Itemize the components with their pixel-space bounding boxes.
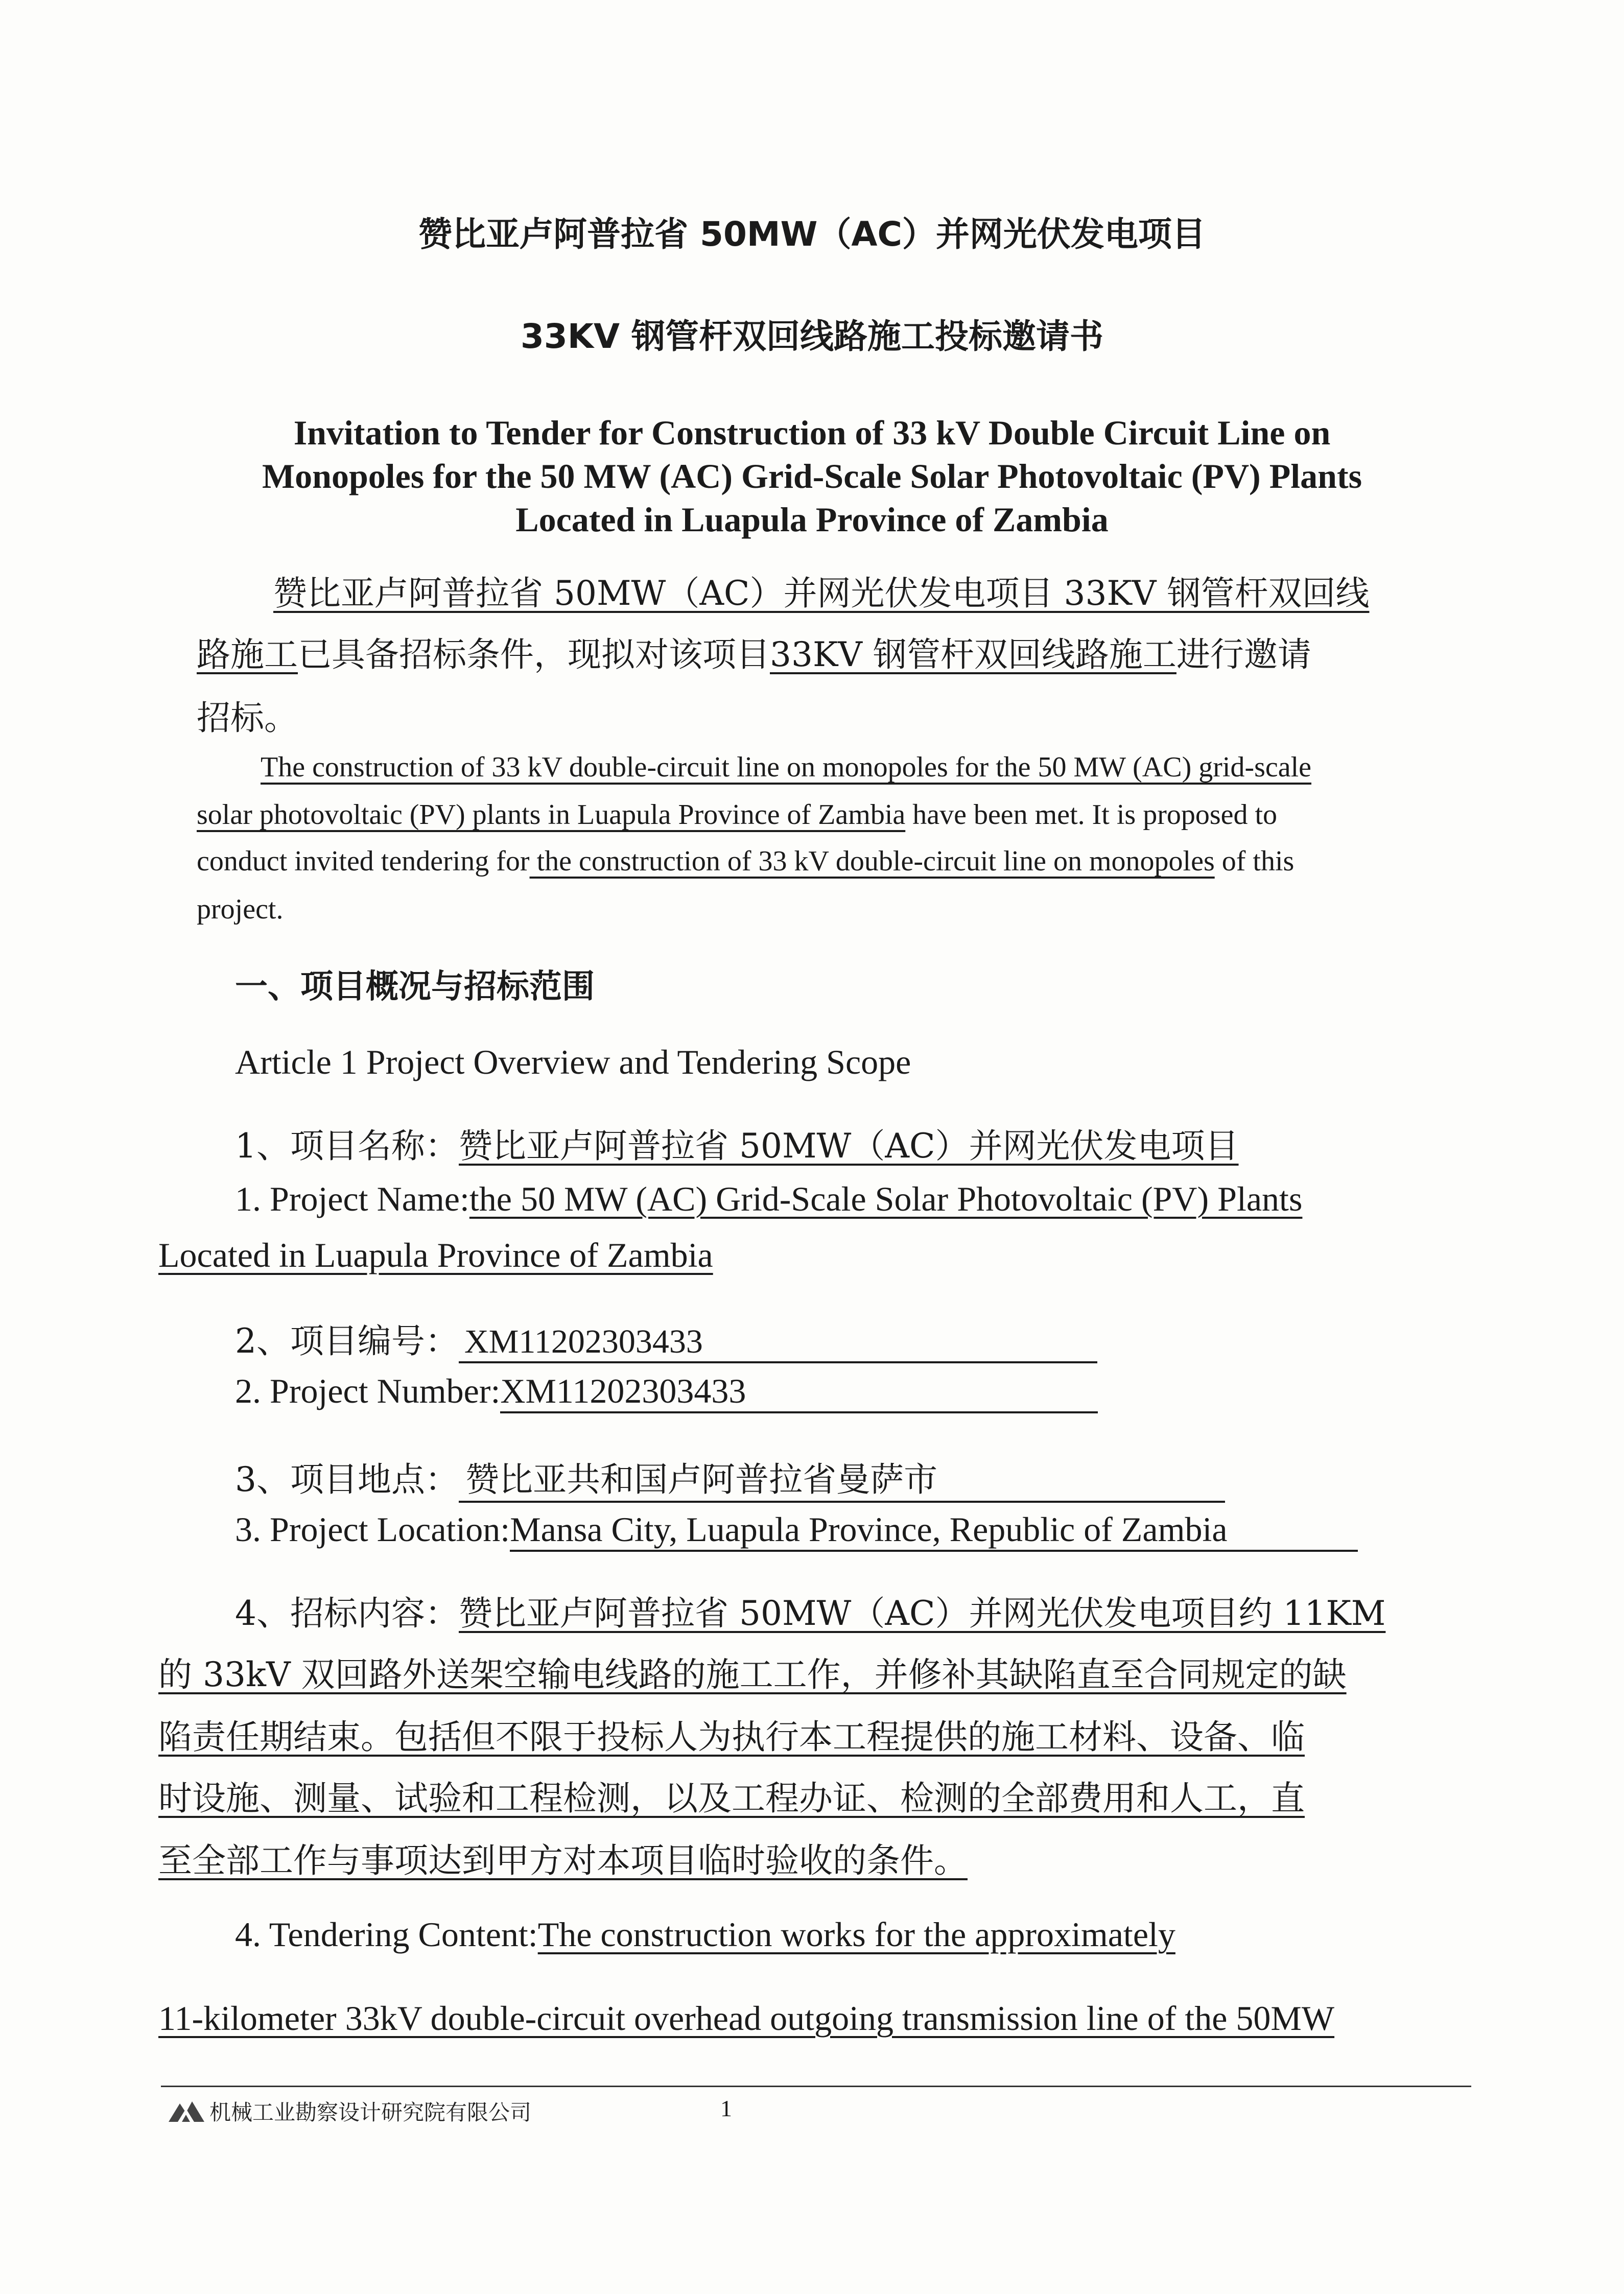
content-en-label: 4. Tendering Content: xyxy=(235,1915,538,1954)
project-location-cn-value: 赞比亚共和国卢阿普拉省曼萨市 xyxy=(465,1460,938,1499)
intro-cn-line1: 赞比亚卢阿普拉省 50MW（AC）并网光伏发电项目 33KV 钢管杆双回线 xyxy=(273,574,1370,613)
content-cn-line4: 时设施、测量、试验和工程检测，以及工程办证、检测的全部费用和人工，直 xyxy=(158,1779,1305,1818)
project-location-en-field xyxy=(510,1509,1358,1552)
project-location-cn xyxy=(235,1452,1225,1503)
intro-cn-line2-end: 进行邀请 xyxy=(1176,635,1311,674)
footer-company-name: 机械工业勘察设计研究院有限公司 xyxy=(209,2100,532,2125)
project-location-en-value: Mansa City, Luapula Province, Republic of Zambia xyxy=(510,1510,1228,1549)
intro-cn-line2-mid: 已具备招标条件，现拟对该项目 xyxy=(298,635,770,674)
intro-en-line3-underlined: the construction of 33 kV double-circuit line on monopoles xyxy=(529,845,1215,877)
project-name-cn xyxy=(235,1119,1239,1167)
project-name-cn-label: 1、项目名称： xyxy=(235,1126,459,1166)
intro-en-line3-start: conduct invited tendering for xyxy=(197,845,530,877)
project-number-en-value: XM11202303433 xyxy=(500,1371,746,1410)
section1-heading-en: Article 1 Project Overview and Tendering Scope xyxy=(235,1043,911,1081)
intro-en-line2-end: have been met. It is proposed to xyxy=(905,799,1278,831)
project-name-en xyxy=(235,1179,1302,1219)
intro-en-line4: project. xyxy=(197,893,284,925)
content-cn-line5: 至全部工作与事项达到甲方对本项目临时验收的条件。 xyxy=(158,1841,968,1880)
title-en-line3: Located in Luapula Province of Zambia xyxy=(515,500,1109,539)
content-en-value-line1: The construction works for the approximately xyxy=(537,1915,1175,1954)
project-name-en-value-line1: the 50 MW (AC) Grid-Scale Solar Photovoltaic (PV) Plants xyxy=(469,1179,1303,1218)
content-en-line1 xyxy=(235,1914,1175,1955)
content-cn-line3: 陷责任期结束。包括但不限于投标人为执行本工程提供的施工材料、设备、临 xyxy=(158,1717,1305,1757)
project-location-en-label: 3. Project Location: xyxy=(235,1510,510,1549)
content-en-line2: 11-kilometer 33kV double-circuit overhead outgoing transmission line of the 50MW xyxy=(158,1999,1335,2038)
intro-cn-line3: 招标。 xyxy=(197,698,298,738)
title-en-line2: Monopoles for the 50 MW (AC) Grid-Scale Solar Photovoltaic (PV) Plants xyxy=(262,457,1362,495)
project-number-en xyxy=(235,1371,1098,1413)
intro-en-line2 xyxy=(197,798,1277,831)
intro-en-line3 xyxy=(197,845,1294,878)
title-cn-line2: 33KV 钢管杆双回线路施工投标邀请书 xyxy=(520,317,1104,356)
page-number: 1 xyxy=(720,2095,732,2121)
title-en-line1: Invitation to Tender for Construction of 33 kV Double Circuit Line on xyxy=(293,413,1331,452)
content-cn-line2: 的 33kV 双回路外送架空输电线路的施工工作，并修补其缺陷直至合同规定的缺 xyxy=(158,1655,1347,1694)
intro-cn-line2-underlined-2: 33KV 钢管杆双回线路施工 xyxy=(770,635,1176,674)
footer-divider xyxy=(161,2086,1471,2087)
project-number-cn-label: 2、项目编号： xyxy=(235,1321,459,1361)
content-cn-label: 4、招标内容： xyxy=(235,1594,459,1633)
project-name-en-value-line2: Located in Luapula Province of Zambia xyxy=(158,1236,713,1274)
project-location-en xyxy=(235,1509,1358,1552)
project-number-en-field xyxy=(500,1371,1098,1413)
project-name-en-label: 1. Project Name: xyxy=(235,1179,469,1218)
project-name-cn-value: 赞比亚卢阿普拉省 50MW（AC）并网光伏发电项目 xyxy=(459,1126,1239,1166)
content-cn-value-line1: 赞比亚卢阿普拉省 50MW（AC）并网光伏发电项目约 11KM xyxy=(459,1594,1386,1633)
intro-cn-line2 xyxy=(197,627,1311,676)
project-location-cn-field xyxy=(459,1452,1225,1503)
project-location-cn-label: 3、项目地点： xyxy=(235,1460,459,1499)
project-number-cn xyxy=(235,1314,1097,1363)
title-cn-line1: 赞比亚卢阿普拉省 50MW（AC）并网光伏发电项目 xyxy=(418,215,1206,254)
project-number-cn-field xyxy=(459,1322,1097,1363)
section1-heading-cn: 一、项目概况与招标范围 xyxy=(235,968,595,1006)
company-logo-icon xyxy=(169,2097,204,2123)
intro-cn-line2-underlined-1: 路施工 xyxy=(197,635,298,674)
intro-en-line2-underlined: solar photovoltaic (PV) plants in Luapula Province of Zambia xyxy=(197,799,906,831)
intro-en-line3-end: of this xyxy=(1214,845,1295,877)
intro-en-line1: The construction of 33 kV double-circuit line on monopoles for the 50 MW (AC) grid-scale xyxy=(261,751,1312,783)
project-number-cn-value: XM11202303433 xyxy=(464,1323,703,1360)
content-cn-line1 xyxy=(235,1586,1385,1635)
project-number-en-label: 2. Project Number: xyxy=(235,1371,501,1410)
